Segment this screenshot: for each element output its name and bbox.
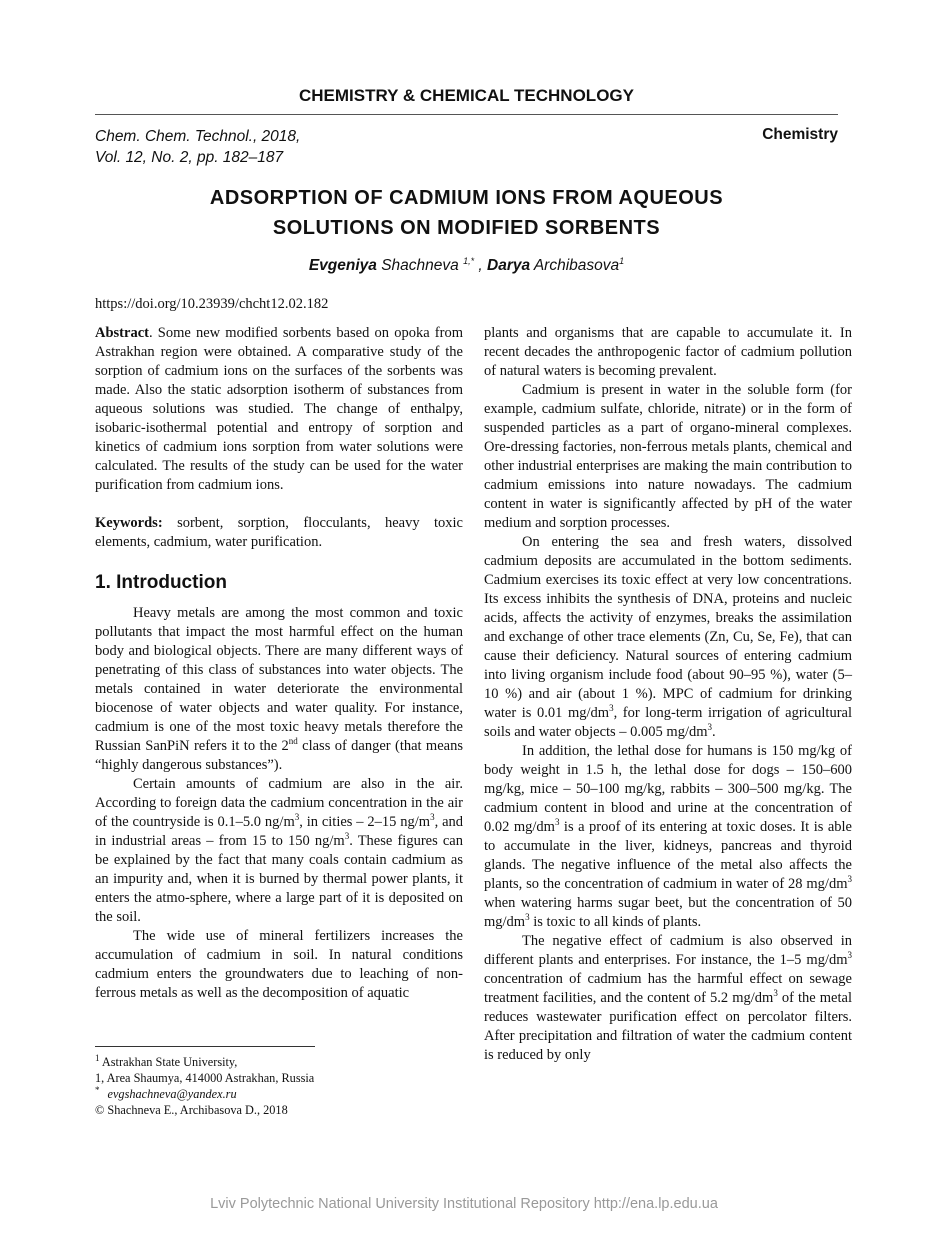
left-column — [95, 324, 463, 1003]
abstract-text: . Some new modified sorbents based on opoka from Astrakhan region were obtained. A comparative study of the sorption of cadmium ions on the surfaces of the sorbents was made. Also the static adsorption isotherm of substances from aqueous solutions was studied. The change of enthalpy, isobaric-isothermal potential and entropy of sorption and kinetics of cadmium ions sorption from water solutions were calculated. The results of the study can be used for the water purification from cadmium ions. — [95, 325, 463, 493]
affiliation-line-2: 1, Area Shaumya, 414000 Astrakhan, Russia — [95, 1071, 315, 1085]
paragraph-text: , for long-term irrigation of agricultural soils and water objects – 0.005 mg/dm — [484, 705, 852, 740]
paragraph-text: is a proof of its entering at toxic doses. It is able to accumulate in the liver, kidneys, pancreas and thyroid glands. The negative influence of the metal also affects the plants, so the concentration of cadmium in water of 28 mg/dm — [484, 819, 852, 892]
citation-line-1: Chem. Chem. Technol., 2018, — [95, 128, 301, 145]
section-label: Chemistry — [762, 126, 838, 143]
paragraph — [95, 775, 463, 927]
superscript: 3 — [609, 703, 614, 714]
author-last: Shachneva — [381, 257, 459, 274]
superscript: nd — [288, 736, 298, 747]
title-line-2: SOLUTIONS ON MODIFIED SORBENTS — [272, 217, 661, 239]
superscript: 3 — [554, 817, 560, 828]
author-first: Darya — [487, 257, 531, 274]
paragraph — [484, 533, 852, 742]
footnote-divider — [95, 1046, 315, 1047]
email-line — [95, 1086, 314, 1102]
superscript: 3 — [773, 988, 778, 999]
footnote-mark: * — [95, 1084, 100, 1095]
paragraph — [484, 324, 852, 381]
paragraph-text: , and in industrial areas – from 15 to 150 ng/m — [95, 814, 463, 849]
citation-line-2: Vol. 12, No. 2, pp. 182–187 — [95, 149, 284, 166]
author-affil: 1,* — [463, 255, 475, 266]
superscript: 3 — [847, 874, 852, 885]
paragraph-text: class of danger (that means “highly dangerous substances”). — [95, 738, 463, 773]
paragraph-text: concentration of cadmium has the harmful effect on sewage treatment facilities, and the content of 5.2 mg/dm — [484, 971, 852, 1006]
paragraph-text: . — [712, 724, 716, 740]
footnotes — [95, 1054, 314, 1118]
paragraph — [484, 381, 852, 533]
copyright: © Shachneva E., Archibasova D., 2018 — [95, 1103, 288, 1117]
paragraph — [484, 932, 852, 1065]
superscript: 3 — [847, 950, 852, 961]
paragraph-text: when watering harms sugar beet, but the concentration of 50 mg/dm — [484, 895, 852, 930]
repository-footer: Lviv Polytechnic National University Institutional Repository http://ena.lp.edu.ua — [210, 1196, 718, 1212]
paragraph-text: plants and organisms that are capable to accumulate it. In recent decades the anthropogenic factor of cadmium pollution of natural waters is becoming prevalent. — [484, 325, 852, 379]
journal-header: CHEMISTRY & CHEMICAL TECHNOLOGY — [95, 86, 838, 115]
authors — [95, 257, 838, 275]
citation — [95, 126, 300, 168]
paragraph-text: Heavy metals are among the most common and toxic pollutants that impact the most harmful effect on the human body and biological objects. There are many different ways of penetrating of this class of substances into water objects. The metals contained in water deteriorate the environmental biocenose of water objects and water quality. For instance, cadmium is one of the most toxic heavy metals therefore the Russian SanPiN refers it to the 2 — [95, 605, 463, 754]
superscript: 3 — [707, 722, 713, 733]
affiliation-line-1 — [95, 1054, 314, 1070]
intro-paragraphs — [95, 604, 463, 1003]
keywords — [95, 514, 463, 552]
paragraph — [95, 604, 463, 775]
superscript: 3 — [430, 812, 435, 823]
superscript: 3 — [525, 912, 530, 923]
superscript: 3 — [294, 812, 300, 823]
author-first: Evgeniya — [308, 257, 377, 274]
body-paragraphs — [484, 324, 852, 1065]
paragraph-text: . These figures can be explained by the fact that many coals contain cadmium as an impurity and, when it is burned by thermal power plants, it enters the atmo-sphere, where a large part of it is deposited on the soil. — [95, 833, 463, 925]
author-affil: 1 — [619, 255, 625, 266]
author-last: Archibasova — [533, 257, 620, 274]
section-heading: 1. Introduction — [95, 572, 227, 593]
right-column — [484, 324, 852, 1065]
author-separator: , — [474, 257, 488, 274]
paragraph — [484, 742, 852, 932]
keywords-label: Keywords: — [95, 515, 163, 531]
paragraph — [95, 927, 463, 1003]
paragraph-text: is toxic to all kinds of plants. — [529, 914, 702, 930]
paragraph-text: Certain amounts of cadmium are also in the air. According to foreign data the cadmium concentration in the air of the countryside is 0.1–5.0 ng/m — [95, 776, 463, 830]
paragraph-text: of the metal reduces wastewater purification effect on percolator filters. After precipitation and filtration of water the cadmium content is reduced by only — [484, 990, 852, 1063]
paragraph-text: The wide use of mineral fertilizers increases the accumulation of cadmium in soil. In natural conditions cadmium enters the groundwaters due to leaching of non-ferrous metals as well as the decomposition of aquatic — [95, 928, 463, 1001]
abstract-label: Abstract — [95, 325, 149, 341]
keywords-text: sorbent, sorption, flocculants, heavy toxic elements, cadmium, water purification. — [95, 515, 463, 550]
email-link[interactable]: evgshachneva@yandex.ru — [107, 1087, 237, 1101]
superscript: 3 — [344, 831, 350, 842]
paragraph-text: In addition, the lethal dose for humans is 150 mg/kg of body weight in 1.5 h, the lethal dose for dogs – 150–600 mg/kg, mice – 50–100 mg/kg, rabbits – 300–500 mg/kg. The cadmium content in blood and urine at the concentration of 0.02 mg/dm — [484, 743, 852, 835]
affiliation: Astrakhan State University, — [99, 1055, 238, 1069]
title-line-1: ADSORPTION OF CADMIUM IONS FROM AQUEOUS — [209, 187, 724, 209]
paragraph-text: Cadmium is present in water in the soluble form (for example, cadmium sulfate, chloride, nitrate) or in the form of suspended particles as a part of organo-mineral complexes. Ore-dressing factories, non-ferrous metals plants, chemical and other industrial enterprises are making the main contribution to cadmium emissions into nature nowadays. The cadmium content in water is significantly affected by pH of the water medium and sorption processes. — [484, 382, 852, 531]
paragraph-text: On entering the sea and fresh waters, dissolved cadmium deposits are accumulated in the bottom sediments. Cadmium exercises its toxic effect at very low concentrations. Its excess inhibits the synthesis of DNA, proteins and nucleic acids, affects the activity of enzymes, breaks the assimilation and exchange of other trace elements (Zn, Cu, Se, Fe), that can cause their deficiency. Natural sources of entering cadmium into living organism include food (about 90–95 %), water (5–10 %) and air (about 1 %). MPC of cadmium for drinking water is 0.01 mg/dm — [484, 534, 852, 721]
footnote-mark: 1 — [95, 1052, 100, 1063]
paragraph-text: The negative effect of cadmium is also observed in different plants and enterprises. For instance, the 1–5 mg/dm — [484, 933, 852, 968]
paper-title — [95, 183, 838, 243]
doi-link[interactable]: https://doi.org/10.23939/chcht12.02.182 — [95, 296, 329, 312]
paragraph-text: , in cities – 2–15 ng/m — [299, 814, 431, 830]
abstract — [95, 324, 463, 495]
